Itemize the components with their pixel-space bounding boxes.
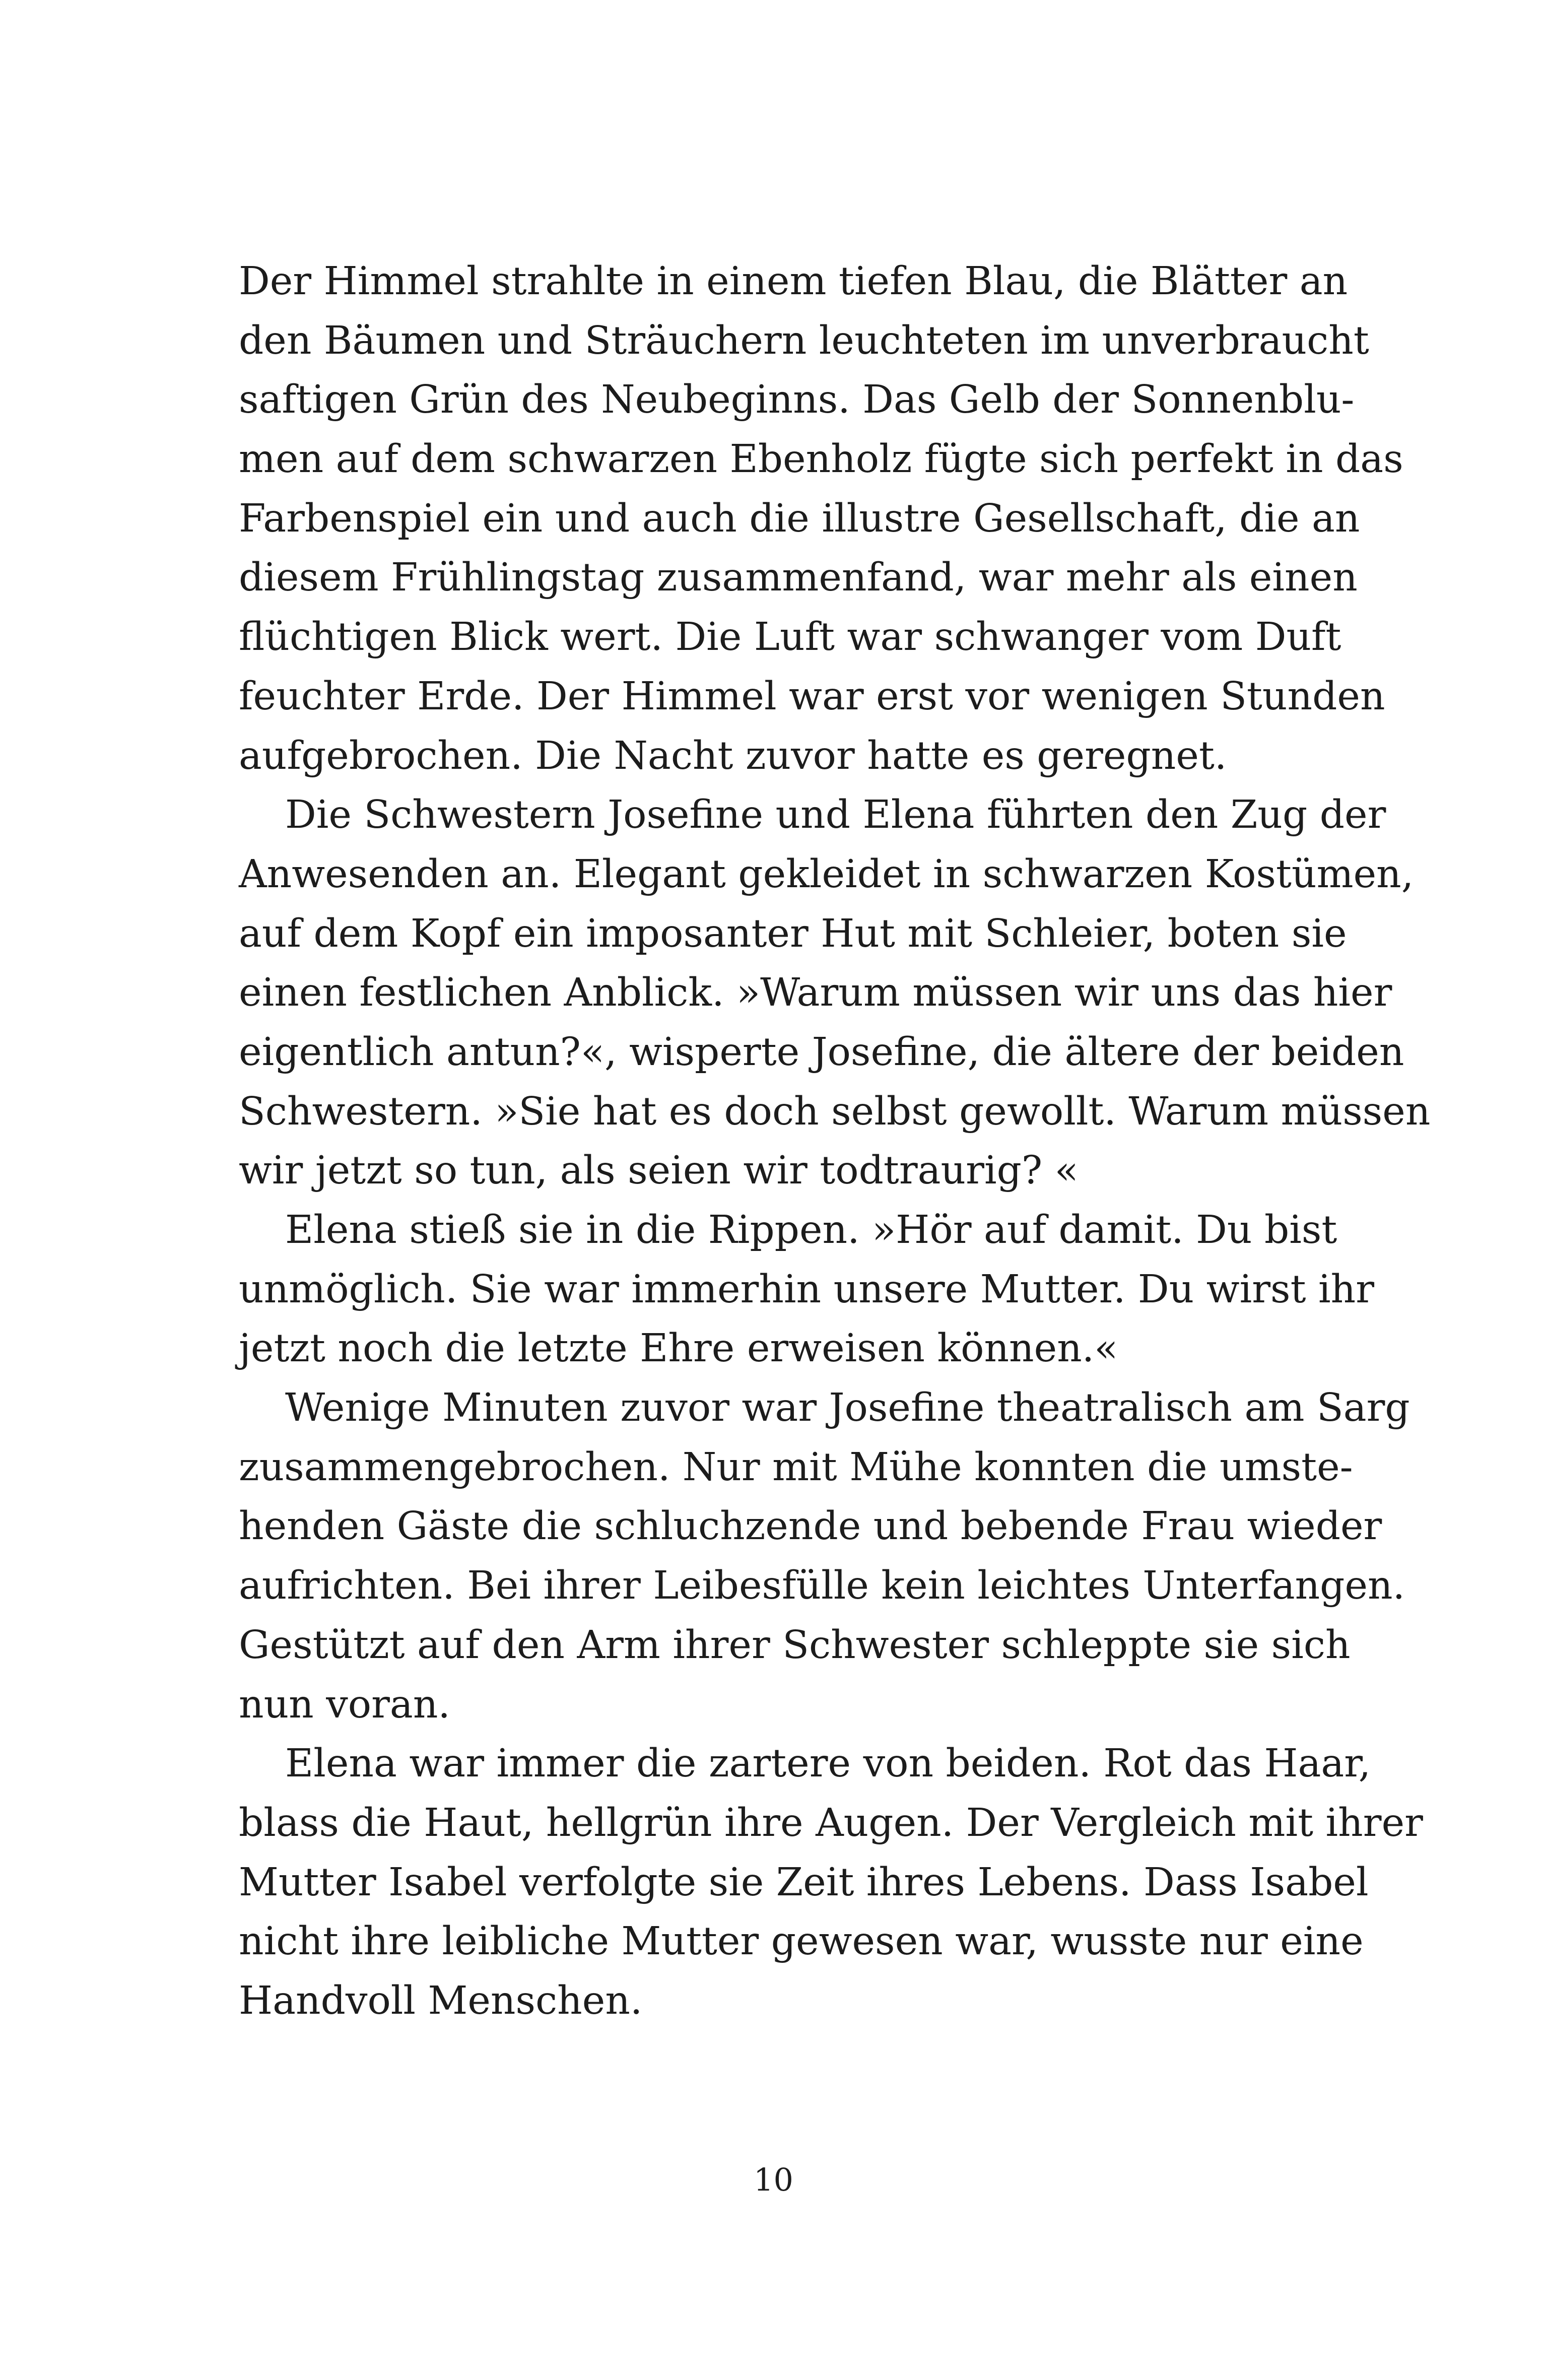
- paragraph: [239, 1734, 1423, 2030]
- text-line: Anwesenden an. Elegant gekleidet in schwarzen Kostümen,: [239, 851, 1414, 897]
- text-line: Elena war immer die zartere von beiden. Rot das Haar,: [285, 1741, 1371, 1787]
- text-line: Die Schwestern Josefine und Elena führten den Zug der: [285, 792, 1386, 838]
- text-line: Elena stieß sie in die Rippen. »Hör auf damit. Du bist: [285, 1208, 1337, 1252]
- text-line: unmöglich. Sie war immerhin unsere Mutter. Du wirst ihr: [239, 1267, 1375, 1312]
- text-line: Der Himmel strahlte in einem tiefen Blau, die Blätter an: [239, 259, 1348, 304]
- text-line: jetzt noch die letzte Ehre erweisen können.«: [239, 1326, 1118, 1371]
- text-line: Wenige Minuten zuvor war Josefine theatralisch am Sarg: [285, 1385, 1410, 1431]
- text-line: diesem Frühlingstag zusammenfand, war mehr als einen: [239, 555, 1358, 601]
- text-line: Farbenspiel ein und auch die illustre Gesellschaft, die an: [239, 496, 1360, 541]
- text-line: flüchtigen Blick wert. Die Luft war schwanger vom Duft: [239, 615, 1341, 660]
- text-line: blass die Haut, hellgrün ihre Augen. Der Vergleich mit ihrer: [239, 1800, 1423, 1845]
- text-line: Handvoll Menschen.: [239, 1978, 643, 2023]
- page-number: 10: [754, 2161, 793, 2198]
- text-line: einen festlichen Anblick. »Warum müssen wir uns das hier: [239, 970, 1392, 1016]
- paragraph: [239, 1201, 1375, 1378]
- text-line: auf dem Kopf ein imposanter Hut mit Schleier, boten sie: [239, 911, 1347, 956]
- text-line: henden Gäste die schluchzende und bebende Frau wieder: [239, 1504, 1382, 1549]
- text-line: Mutter Isabel verfolgte sie Zeit ihres Lebens. Dass Isabel: [239, 1860, 1369, 1905]
- text-line: saftigen Grün des Neubeginns. Das Gelb der Sonnenblu-: [239, 377, 1355, 423]
- text-line: eigentlich antun?«, wisperte Josefine, die ältere der beiden: [239, 1029, 1404, 1075]
- paragraph: [239, 252, 1403, 785]
- text-line: zusammengebrochen. Nur mit Mühe konnten die umste-: [239, 1444, 1353, 1490]
- text-line: wir jetzt so tun, als seien wir todtraurig? «: [239, 1148, 1079, 1194]
- text-line: den Bäumen und Sträuchern leuchteten im unverbraucht: [239, 318, 1369, 363]
- text-line: Schwestern. »Sie hat es doch selbst gewollt. Warum müssen: [239, 1089, 1431, 1134]
- text-line: nicht ihre leibliche Mutter gewesen war, wusste nur eine: [239, 1919, 1364, 1964]
- paragraph: [239, 1378, 1410, 1734]
- text-line: feuchter Erde. Der Himmel war erst vor wenigen Stunden: [239, 674, 1385, 719]
- text-line: nun voran.: [239, 1682, 450, 1727]
- text-line: aufrichten. Bei ihrer Leibesfülle kein leichtes Unterfangen.: [239, 1563, 1405, 1609]
- text-line: men auf dem schwarzen Ebenholz fügte sich perfekt in das: [239, 437, 1403, 482]
- paragraph: [239, 785, 1431, 1201]
- body-text: [239, 252, 1431, 2031]
- text-line: aufgebrochen. Die Nacht zuvor hatte es geregnet.: [239, 733, 1227, 778]
- text-line: Gestützt auf den Arm ihrer Schwester schleppte sie sich: [239, 1622, 1351, 1668]
